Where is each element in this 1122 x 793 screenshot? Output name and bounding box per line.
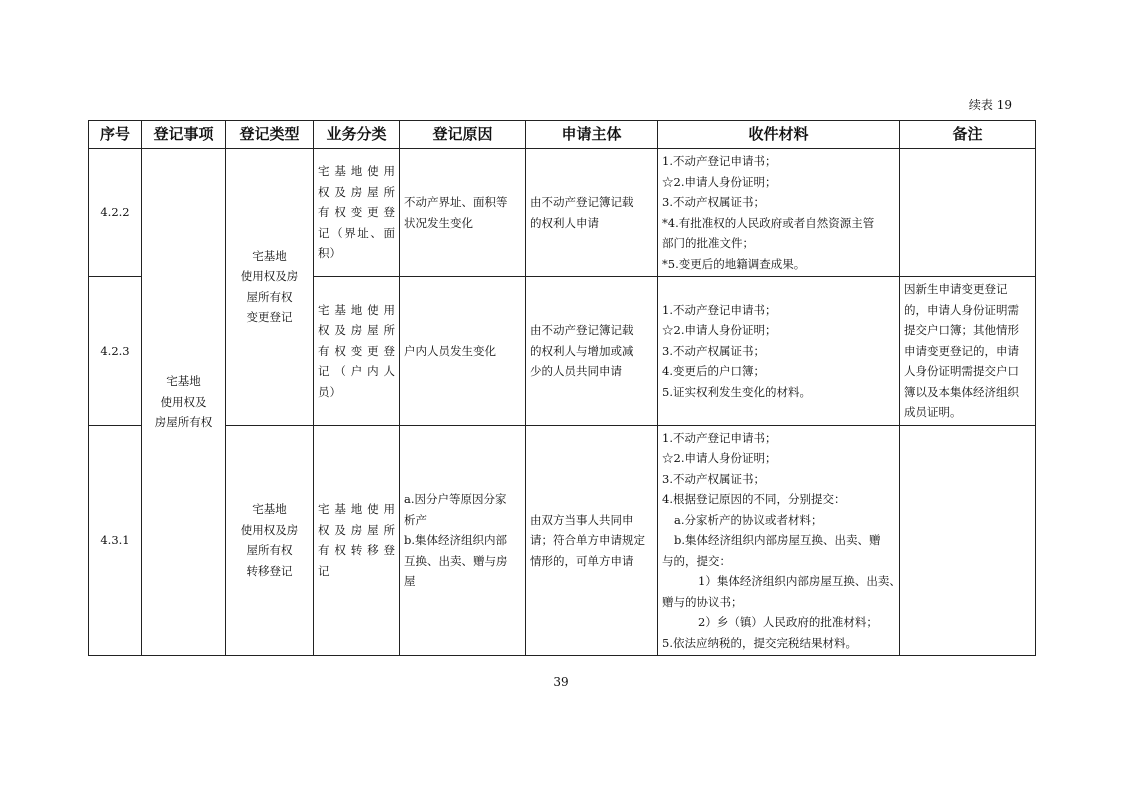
- materials: 1.不动产登记申请书； ☆2.申请人身份证明； 3.不动产权属证书； 4.变更后的户口簿； 5.证实权利发生变化的材料。: [658, 277, 900, 426]
- header-row: [89, 121, 1036, 149]
- applicant: 由双方当事人共同申 请；符合单方申请规定 情形的，可单方申请: [526, 425, 658, 656]
- table-row: [89, 149, 1036, 277]
- header-cell: 业务分类: [314, 121, 400, 149]
- registration-type: 宅基地 使用权及房 屋所有权 变更登记: [226, 149, 314, 426]
- header-cell: 登记原因: [400, 121, 526, 149]
- registration-item: 宅基地 使用权及 房屋所有权: [142, 149, 226, 656]
- registration-table: [88, 120, 1036, 656]
- row-id: 4.3.1: [89, 425, 142, 656]
- header-cell: 备注: [900, 121, 1036, 149]
- business-category: 宅基地使用 权及房屋所 有权变更登 记（户内人 员）: [314, 277, 400, 426]
- business-category: 宅基地使用 权及房屋所 有权转移登 记: [314, 425, 400, 656]
- page-number: 39: [553, 675, 569, 689]
- registration-type: 宅基地 使用权及房 屋所有权 转移登记: [226, 425, 314, 656]
- registration-reason: a.因分户等原因分家 析产 b.集体经济组织内部 互换、出卖、赠与房 屋: [400, 425, 526, 656]
- materials: 1.不动产登记申请书； ☆2.申请人身份证明； 3.不动产权属证书； *4.有批准权的人民政府或者自然资源主管 部门的批准文件； *5.变更后的地籍调查成果。: [658, 149, 900, 277]
- header-cell: 申请主体: [526, 121, 658, 149]
- row-id: 4.2.3: [89, 277, 142, 426]
- header-cell: 序号: [89, 121, 142, 149]
- header-cell: 收件材料: [658, 121, 900, 149]
- continuation-label: 续表 19: [968, 98, 1012, 112]
- header-cell: 登记事项: [142, 121, 226, 149]
- registration-reason: 户内人员发生变化: [400, 277, 526, 426]
- applicant: 由不动产登记簿记载 的权利人与增加或减 少的人员共同申请: [526, 277, 658, 426]
- remark: 因新生申请变更登记 的，申请人身份证明需 提交户口簿；其他情形 申请变更登记的，申请 人身份证明需提交户口 簿以及本集体经济组织 成员证明。: [900, 277, 1036, 426]
- applicant: 由不动产登记簿记载 的权利人申请: [526, 149, 658, 277]
- business-category: 宅基地使用 权及房屋所 有权变更登 记（界址、面 积）: [314, 149, 400, 277]
- header-cell: 登记类型: [226, 121, 314, 149]
- row-id: 4.2.2: [89, 149, 142, 277]
- registration-reason: 不动产界址、面积等 状况发生变化: [400, 149, 526, 277]
- remark: [900, 425, 1036, 656]
- materials: 1.不动产登记申请书； ☆2.申请人身份证明； 3.不动产权属证书； 4.根据登记原因的不同，分别提交： a.分家析产的协议或者材料； b.集体经济组织内部房屋互换、出卖、赠 与的，提交： 1）集体经济组织内部房屋互换、出卖、 赠与的协议书； 2）乡（镇）人民政府的批准材料； 5.依法应纳税的，提交完税结果材料。: [658, 425, 900, 656]
- table-row: [89, 425, 1036, 656]
- remark: [900, 149, 1036, 277]
